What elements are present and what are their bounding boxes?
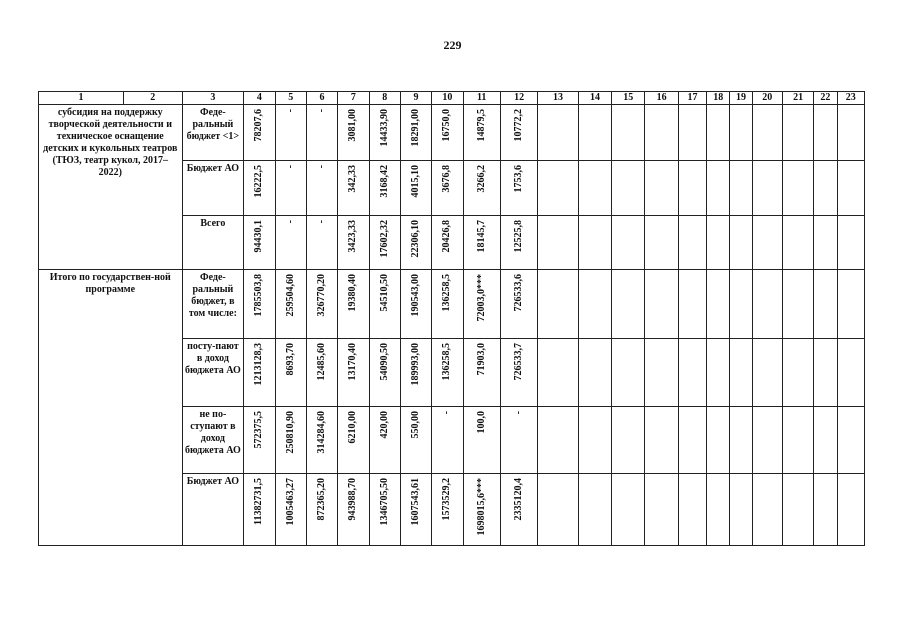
value-text: 342,33 [347,165,359,193]
value-text: - [316,220,328,224]
value-cell [400,270,431,339]
column-header: 14 [578,92,611,105]
empty-cell [578,105,611,161]
value-cell [244,270,275,339]
column-header: 19 [730,92,752,105]
value-text: 54510,50 [378,274,390,312]
value-text: 726533,7 [513,343,525,381]
value-text: 1785503,8 [253,274,265,317]
empty-cell [538,339,578,407]
column-header: 4 [244,92,275,105]
empty-cell [837,105,864,161]
empty-cell [814,339,837,407]
column-header: 13 [538,92,578,105]
value-text: 3168,42 [378,165,390,198]
value-cell [338,105,369,161]
value-text: 3266,2 [475,165,487,193]
empty-cell [837,216,864,270]
empty-cell [782,474,813,546]
value-cell [432,474,463,546]
empty-cell [814,161,837,216]
value-cell [275,407,306,474]
funding-source: Феде-ральный бюджет <1> [182,105,244,161]
value-cell [369,339,400,407]
table-row [39,105,865,161]
empty-cell [837,339,864,407]
empty-cell [645,474,678,546]
value-cell [338,474,369,546]
empty-cell [538,161,578,216]
empty-cell [730,270,752,339]
value-cell [306,270,337,339]
column-header: 10 [432,92,463,105]
value-text: 78207,6 [253,109,265,142]
value-text: - [284,165,296,169]
value-text: 16750,0 [441,109,453,142]
value-cell [432,270,463,339]
value-text: 12525,8 [513,220,525,253]
empty-cell [752,105,782,161]
empty-cell [782,270,813,339]
empty-cell [645,339,678,407]
value-text: 1573529,2 [441,478,453,521]
empty-cell [612,161,645,216]
empty-cell [730,407,752,474]
section-description: Итого по государствен-ной программе [39,270,183,546]
value-cell [338,270,369,339]
value-cell [338,407,369,474]
value-text: 10772,2 [513,109,525,142]
empty-cell [752,339,782,407]
value-text: - [284,220,296,224]
value-cell [463,407,500,474]
column-header: 3 [182,92,244,105]
value-cell [400,216,431,270]
value-cell [500,216,537,270]
value-text: 1698015,6*** [475,478,487,536]
empty-cell [538,216,578,270]
value-text: 1213128,3 [253,343,265,386]
empty-cell [612,270,645,339]
column-header: 17 [678,92,706,105]
empty-cell [538,105,578,161]
value-cell [400,407,431,474]
value-text: 18145,7 [475,220,487,253]
value-text: 54090,50 [378,343,390,381]
value-text: 572375,5 [253,411,265,449]
empty-cell [782,339,813,407]
empty-cell [612,339,645,407]
value-cell [369,161,400,216]
column-header: 9 [400,92,431,105]
value-cell [306,339,337,407]
page-number: 229 [443,38,462,52]
funding-source: посту-пают в доход бюджета АО [182,339,244,407]
empty-cell [538,270,578,339]
value-text: 136258,5 [441,343,453,381]
empty-cell [678,216,706,270]
empty-cell [730,105,752,161]
empty-cell [678,105,706,161]
column-header: 16 [645,92,678,105]
value-cell [500,339,537,407]
value-text: 100,0 [475,411,487,434]
value-text: 3423,33 [347,220,359,253]
empty-cell [578,270,611,339]
empty-cell [814,407,837,474]
value-cell [244,105,275,161]
header-row [39,92,865,105]
column-header: 7 [338,92,369,105]
value-text: - [284,109,296,113]
value-text: 726533,6 [513,274,525,312]
value-cell [463,339,500,407]
value-text: 550,00 [410,411,422,439]
value-text: 13170,40 [347,343,359,381]
empty-cell [678,270,706,339]
value-text: 1005463,27 [284,478,296,526]
value-cell [463,270,500,339]
value-cell [369,216,400,270]
empty-cell [538,474,578,546]
empty-cell [612,105,645,161]
value-cell [306,161,337,216]
empty-cell [578,161,611,216]
value-cell [369,105,400,161]
column-header: 18 [707,92,730,105]
column-header: 6 [306,92,337,105]
value-text: 6210,00 [347,411,359,444]
value-cell [338,161,369,216]
value-cell [463,474,500,546]
funding-source: Всего [182,216,244,270]
value-cell [244,216,275,270]
empty-cell [707,105,730,161]
empty-cell [612,474,645,546]
value-cell [432,105,463,161]
value-text: 872365,20 [316,478,328,521]
value-text: 8693,70 [284,343,296,376]
empty-cell [707,339,730,407]
empty-cell [752,474,782,546]
column-header: 21 [782,92,813,105]
value-text: 943988,70 [347,478,359,521]
empty-cell [837,407,864,474]
empty-cell [678,474,706,546]
value-text: 20426,8 [441,220,453,253]
empty-cell [645,105,678,161]
empty-cell [752,270,782,339]
empty-cell [814,270,837,339]
value-text: 14879,5 [475,109,487,142]
empty-cell [612,407,645,474]
value-text: 1607543,61 [410,478,422,526]
column-header: 5 [275,92,306,105]
empty-cell [782,105,813,161]
value-cell [463,161,500,216]
value-text: 22306,10 [410,220,422,258]
value-cell [369,474,400,546]
value-cell [400,161,431,216]
value-cell [275,339,306,407]
value-cell [275,105,306,161]
empty-cell [730,474,752,546]
empty-cell [814,105,837,161]
value-text: 16222,5 [253,165,265,198]
value-text: 3081,00 [347,109,359,142]
value-text: 314284,60 [316,411,328,454]
value-text: 190543,00 [410,274,422,317]
empty-cell [730,216,752,270]
empty-cell [645,161,678,216]
value-cell [432,161,463,216]
column-header: 20 [752,92,782,105]
value-text: 189993,00 [410,343,422,386]
value-cell [463,216,500,270]
value-text: 94430,1 [253,220,265,253]
empty-cell [645,407,678,474]
value-cell [432,339,463,407]
funding-source: не по-ступают в доход бюджета АО [182,407,244,474]
value-cell [275,161,306,216]
empty-cell [707,216,730,270]
column-header: 22 [814,92,837,105]
empty-cell [782,216,813,270]
value-cell [369,407,400,474]
value-text: 326770,20 [316,274,328,317]
empty-cell [612,216,645,270]
value-cell [244,407,275,474]
value-text: 1753,6 [513,165,525,193]
empty-cell [814,216,837,270]
empty-cell [814,474,837,546]
empty-cell [678,161,706,216]
budget-table [38,91,865,546]
empty-cell [730,339,752,407]
value-text: 250810,90 [284,411,296,454]
empty-cell [645,216,678,270]
value-text: 71903,0 [475,343,487,376]
empty-cell [752,161,782,216]
value-cell [244,474,275,546]
value-text: - [316,109,328,113]
value-text: 17602,32 [378,220,390,258]
column-header: 8 [369,92,400,105]
funding-source: Феде-ральный бюджет, в том числе: [182,270,244,339]
value-text: 18291,00 [410,109,422,147]
value-text: 19380,40 [347,274,359,312]
value-cell [306,407,337,474]
value-text: - [513,411,525,415]
value-text: - [316,165,328,169]
section-description: субсидия на поддержку творческой деятельности и техническое оснащение детских и кукольных театров (ТЮЗ, театр кукол, 2017–2022) [39,105,183,270]
value-text: 11382731,5 [253,478,265,525]
empty-cell [730,161,752,216]
value-cell [432,407,463,474]
value-text: 420,00 [378,411,390,439]
column-header: 11 [463,92,500,105]
value-cell [244,161,275,216]
empty-cell [707,270,730,339]
value-cell [500,407,537,474]
value-text: - [441,411,453,415]
value-cell [306,474,337,546]
value-text: 4015,10 [410,165,422,198]
value-cell [306,105,337,161]
empty-cell [837,270,864,339]
value-cell [400,339,431,407]
value-cell [306,216,337,270]
value-cell [275,270,306,339]
table-row [39,270,865,339]
value-cell [500,105,537,161]
value-cell [500,161,537,216]
value-cell [400,105,431,161]
value-text: 136258,5 [441,274,453,312]
column-header: 12 [500,92,537,105]
value-cell [369,270,400,339]
empty-cell [707,474,730,546]
empty-cell [752,407,782,474]
value-cell [463,105,500,161]
empty-cell [578,339,611,407]
value-cell [400,474,431,546]
funding-source: Бюджет АО [182,161,244,216]
value-text: 259504,60 [284,274,296,317]
value-text: 3676,8 [441,165,453,193]
empty-cell [782,407,813,474]
empty-cell [752,216,782,270]
empty-cell [578,474,611,546]
value-text: 1346705,50 [378,478,390,526]
empty-cell [707,407,730,474]
value-cell [338,339,369,407]
empty-cell [678,407,706,474]
value-cell [338,216,369,270]
empty-cell [645,270,678,339]
value-cell [500,270,537,339]
empty-cell [678,339,706,407]
value-cell [500,474,537,546]
column-header: 15 [612,92,645,105]
empty-cell [538,407,578,474]
empty-cell [837,161,864,216]
empty-cell [837,474,864,546]
value-cell [275,474,306,546]
column-header: 2 [123,92,182,105]
value-cell [244,339,275,407]
value-text: 72003,0*** [475,274,487,322]
empty-cell [707,161,730,216]
funding-source: Бюджет АО [182,474,244,546]
value-text: 12485,60 [316,343,328,381]
value-text: 14433,90 [378,109,390,147]
empty-cell [578,216,611,270]
value-text: 2335120,4 [513,478,525,521]
empty-cell [782,161,813,216]
empty-cell [578,407,611,474]
column-header: 1 [39,92,124,105]
value-cell [275,216,306,270]
value-cell [432,216,463,270]
column-header: 23 [837,92,864,105]
